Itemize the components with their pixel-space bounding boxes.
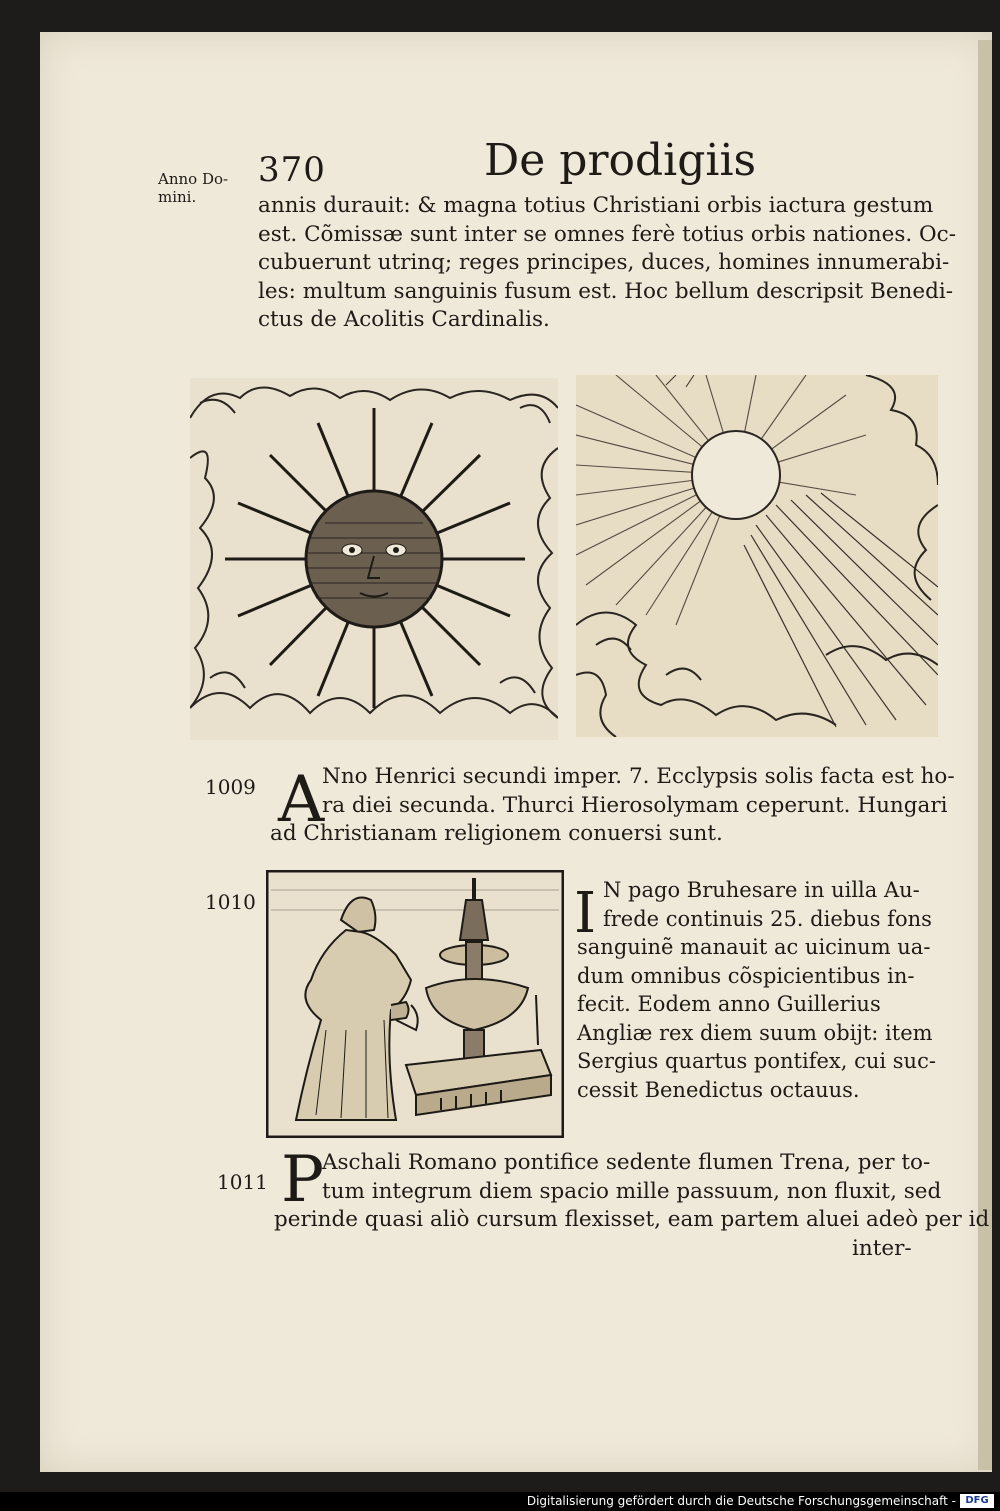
text-line: inter- (852, 1235, 912, 1261)
entry-1009-text (270, 763, 955, 849)
page-number: 370 (258, 150, 326, 190)
text-line: tum integrum diem spacio mille passuum, non fluxit, sed (322, 1178, 942, 1204)
drop-cap-initial: A (278, 763, 325, 837)
year-marker: 1010 (205, 890, 256, 914)
text-line: Angliæ rex diem suum obijt: item (577, 1020, 933, 1045)
drop-cap-initial: P (281, 1143, 325, 1217)
margin-note-line2: mini. (158, 188, 197, 206)
woodcut-woman-at-fountain (266, 870, 564, 1138)
margin-note-line1: Anno Do- (158, 170, 229, 188)
text-line: fecit. Eodem anno Guillerius (577, 992, 881, 1016)
text-line: est. Cõmissæ sunt inter se omnes ferè totius orbis nationes. Oc- (258, 221, 956, 247)
footer-credit: Digitalisierung gefördert durch die Deutsche Forschungsgemeinschaft - (526, 1494, 956, 1508)
text-line: Nno Henrici secundi imper. 7. Ecclypsis solis facta est ho- (322, 764, 955, 789)
text-line: cubuerunt utrinq; reges principes, duces, homines innumerabi- (258, 250, 950, 275)
text-line: N pago Bruhesare in uilla Au- (603, 878, 920, 902)
text-line: les: multum sanguinis fusum est. Hoc bellum descripsit Benedi- (258, 278, 954, 304)
text-line: annis durauit: & magna totius Christiani orbis iactura gestum (258, 193, 934, 218)
text-line: cessit Benedictus octauus. (577, 1077, 860, 1102)
text-line: perinde quasi aliò cursum flexisset, eam partem aluei adeò per id (274, 1207, 990, 1232)
text-line: frede continuis 25. diebus fons (603, 906, 932, 931)
entry-1011-text (274, 1143, 990, 1263)
woodcut-sun-face (190, 378, 558, 740)
dfg-logo[interactable]: DFG (960, 1494, 994, 1508)
woodcut-sun-rays (576, 375, 938, 737)
entry-1010-text (577, 876, 936, 1104)
text-line: dum omnibus cõspicientibus in- (577, 963, 915, 988)
text-line: ctus de Acolitis Cardinalis. (258, 307, 550, 332)
text-line: Aschali Romano pontifice sedente flumen Trena, per to- (322, 1150, 931, 1175)
text-line: ra diei secunda. Thurci Hierosolymam ceperunt. Hungari (322, 792, 948, 818)
drop-cap-initial: I (574, 881, 597, 946)
margin-note-anno-domini (158, 170, 228, 206)
text-line: sanguinẽ manauit ac uicinum ua- (577, 935, 931, 959)
year-marker: 1009 (205, 775, 256, 799)
top-paragraph (258, 192, 956, 335)
year-marker: 1011 (217, 1170, 268, 1194)
text-line: ad Christianam religionem conuersi sunt. (270, 821, 723, 846)
digitization-footer (0, 1492, 1000, 1511)
text-line: Sergius quartus pontifex, cui suc- (577, 1049, 936, 1073)
running-title: De prodigiis (484, 135, 757, 186)
